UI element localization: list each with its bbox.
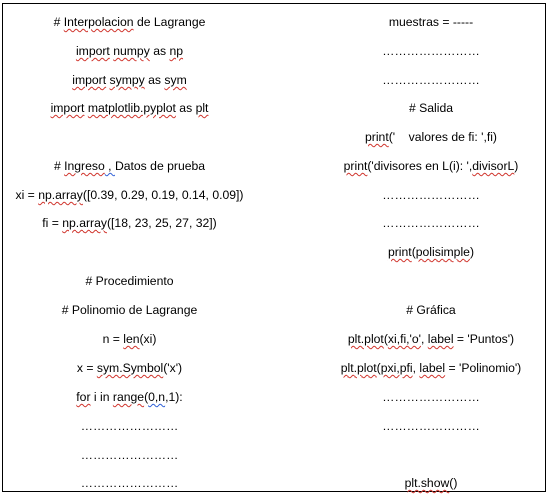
code-line-fi-array bbox=[2, 215, 257, 231]
code-line-comment-input bbox=[2, 158, 257, 174]
text-fragment: de Lagrange bbox=[133, 15, 206, 29]
text-fragment: Datos de prueba bbox=[114, 159, 206, 173]
code-line-plot-polynomial bbox=[296, 360, 551, 376]
text-fragment: ('divisores en L(i): ', bbox=[367, 159, 473, 173]
code-line-placeholder: …………………… bbox=[80, 448, 179, 462]
text-fragment: matplotlib.pyplot bbox=[87, 101, 176, 115]
text-fragment: , bbox=[412, 361, 420, 375]
code-line-comment-title bbox=[2, 14, 257, 30]
code-line-symbol-x bbox=[2, 360, 257, 376]
code-line-print-polisimple bbox=[296, 244, 551, 260]
code-line-comment-procedure: # Procedimiento bbox=[85, 274, 174, 288]
text-fragment: ( bbox=[383, 332, 388, 346]
code-line-placeholder: …………………… bbox=[80, 419, 179, 433]
text-fragment: as bbox=[175, 101, 196, 115]
code-line-plot-points bbox=[296, 331, 551, 347]
text-fragment: np bbox=[169, 44, 184, 58]
text-fragment: sym.Symbol bbox=[96, 361, 164, 375]
code-line-muestras: muestras = ----- bbox=[388, 15, 474, 29]
text-fragment: , bbox=[104, 159, 115, 173]
text-fragment: Interpolacion bbox=[63, 15, 134, 29]
code-line-comment-graphic: # Gráfica bbox=[406, 303, 456, 317]
text-fragment: # bbox=[53, 159, 65, 173]
text-fragment: 0,n bbox=[148, 390, 166, 404]
text-fragment: plt.plot bbox=[347, 332, 384, 346]
text-fragment: range bbox=[112, 390, 145, 404]
text-fragment: (' valores de fi: ',fi) bbox=[388, 130, 497, 144]
code-line-import-sympy bbox=[2, 72, 257, 88]
text-fragment: ) bbox=[514, 159, 519, 173]
text-fragment: plt bbox=[195, 101, 209, 115]
text-fragment: label bbox=[427, 332, 454, 346]
text-fragment: plt.plot bbox=[340, 361, 377, 375]
code-line-print-divisors bbox=[296, 158, 551, 174]
text-fragment: import bbox=[75, 44, 110, 58]
text-fragment: np.array bbox=[38, 188, 83, 202]
code-line-placeholder: …………………… bbox=[382, 390, 480, 404]
text-fragment: = 'Puntos') bbox=[453, 332, 515, 346]
text-fragment: i in bbox=[90, 390, 113, 404]
text-fragment: fi = bbox=[42, 216, 63, 230]
text-fragment: ([18, 23, 25, 27, 32]) bbox=[106, 216, 217, 230]
text-fragment: ([0.39, 0.29, 0.19, 0.14, 0.09]) bbox=[82, 188, 244, 202]
text-fragment: as bbox=[149, 44, 170, 58]
text-fragment: sym bbox=[164, 73, 187, 87]
code-line-placeholder: …………………… bbox=[382, 73, 480, 87]
text-fragment: polisimple bbox=[415, 245, 470, 259]
code-line-plt-show bbox=[296, 475, 551, 491]
code-line-placeholder: …………………… bbox=[382, 188, 480, 202]
text-fragment: import bbox=[72, 73, 107, 87]
code-line-placeholder: …………………… bbox=[382, 44, 480, 58]
text-fragment: len bbox=[123, 332, 140, 346]
code-line-import-matplotlib bbox=[2, 100, 257, 116]
code-line-placeholder: …………………… bbox=[80, 476, 179, 490]
text-fragment: ( bbox=[376, 361, 381, 375]
text-fragment: ( bbox=[144, 390, 149, 404]
text-fragment: = 'Polinomio') bbox=[445, 361, 522, 375]
text-fragment: plt.show bbox=[404, 476, 450, 490]
text-fragment: # bbox=[53, 15, 64, 29]
text-fragment: as bbox=[144, 73, 165, 87]
text-fragment: x = bbox=[76, 361, 97, 375]
code-line-n-len bbox=[2, 331, 257, 347]
text-fragment: , bbox=[421, 332, 428, 346]
code-line-comment-lagrange: # Polinomio de Lagrange bbox=[61, 303, 198, 317]
code-line-print-values bbox=[296, 129, 551, 145]
code-line-for-loop bbox=[2, 389, 257, 405]
text-fragment: ('x') bbox=[163, 361, 183, 375]
text-fragment: ) bbox=[469, 245, 475, 259]
text-fragment: n = bbox=[102, 332, 124, 346]
text-fragment: import bbox=[50, 101, 85, 115]
text-fragment: sympy bbox=[109, 73, 145, 87]
text-fragment: print bbox=[387, 245, 412, 259]
text-fragment: print bbox=[365, 130, 389, 144]
code-line-import-numpy bbox=[2, 43, 257, 59]
text-fragment: ( bbox=[411, 245, 416, 259]
text-fragment: numpy bbox=[113, 44, 150, 58]
text-fragment: (xi) bbox=[139, 332, 157, 346]
text-fragment: divisorL bbox=[472, 159, 515, 173]
text-fragment: pxi,pfi bbox=[380, 361, 413, 375]
text-fragment: xi = bbox=[15, 188, 39, 202]
code-line-placeholder: …………………… bbox=[382, 216, 480, 230]
text-fragment: Ingreso bbox=[64, 159, 105, 173]
text-fragment: xi,fi,'o' bbox=[387, 332, 421, 346]
code-line-xi-array bbox=[2, 187, 257, 203]
text-fragment: for bbox=[76, 390, 91, 404]
code-line-placeholder: …………………… bbox=[382, 419, 480, 433]
code-line-comment-output: # Salida bbox=[408, 101, 454, 115]
text-fragment: np.array bbox=[62, 216, 107, 230]
text-fragment: () bbox=[449, 476, 458, 490]
text-fragment: print bbox=[343, 159, 368, 173]
text-fragment: label bbox=[419, 361, 446, 375]
text-fragment: ,1): bbox=[165, 390, 183, 404]
